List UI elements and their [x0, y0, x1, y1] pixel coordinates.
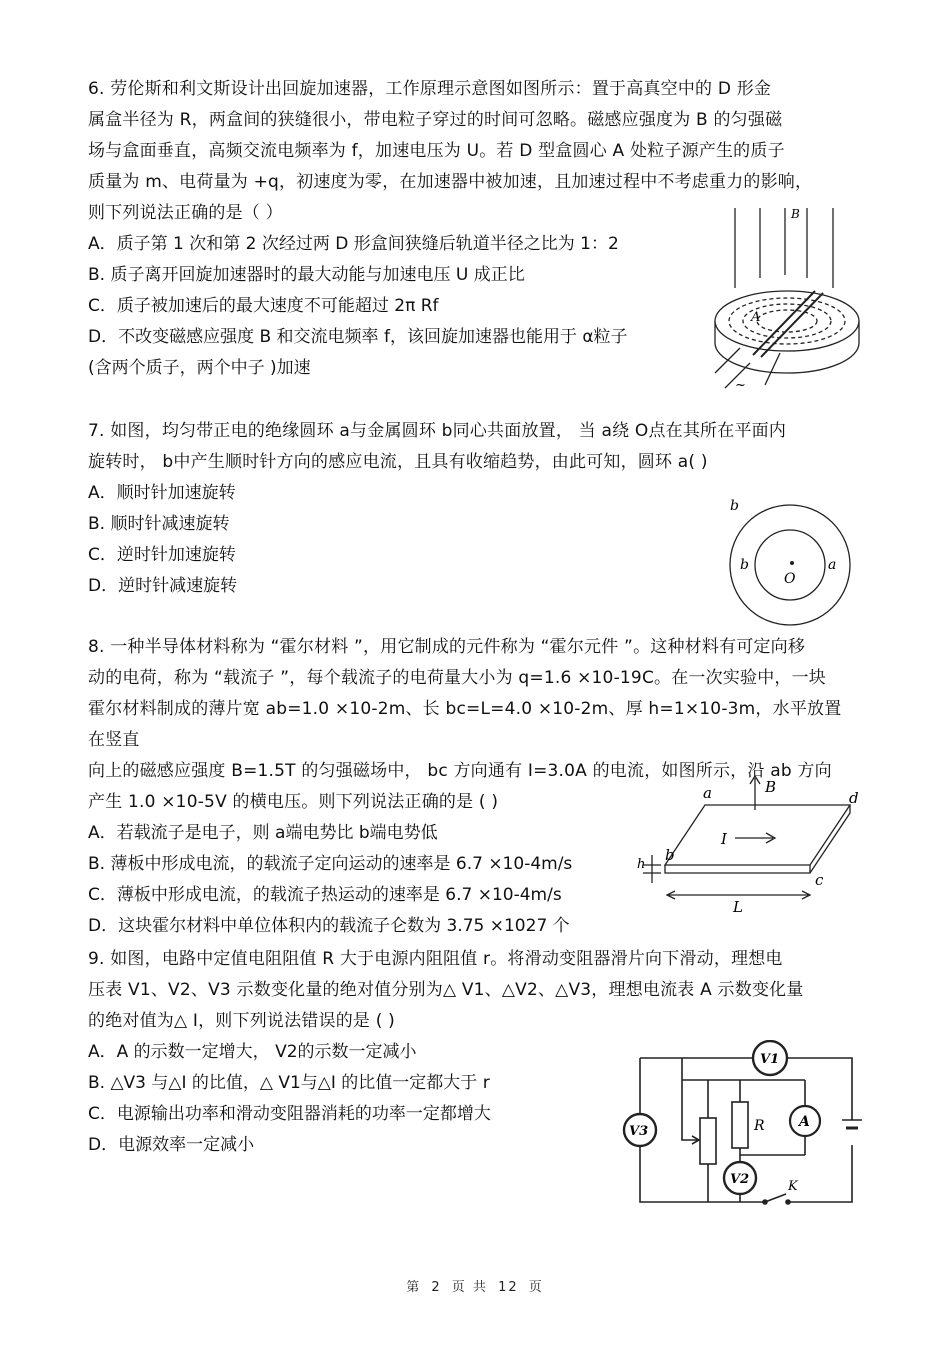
- q6-option-d: D．不改变磁感应强度 B 和交流电频率 f，该回旋加速器也能用于 α粒子: [88, 327, 628, 347]
- circuit-label-v3: V3: [629, 1124, 649, 1139]
- q8-stem-line: 8. 一种半导体材料称为 “霍尔材料 ”，用它制成的元件称为 “霍尔元件 ”。这种材料有可定向移: [88, 637, 806, 657]
- ring-label-a: a: [828, 557, 837, 573]
- q8-option-c: C．薄板中形成电流，的载流子热运动的速率是 6.7 ×10-4m/s: [88, 885, 562, 905]
- circuit-label-k: K: [788, 1179, 798, 1194]
- q6-stem-line: 质量为 m、电荷量为 +q，初速度为零，在加速器中被加速，且加速过程中不考虑重力的影响，: [88, 172, 813, 192]
- q8-stem-line: 动的电荷，称为 “载流子 ”，每个载流子的电荷量大小为 q=1.6 ×10-19C。在一次实验中，一块: [88, 668, 827, 688]
- q6-stem-line: 场与盒面垂直，高频交流电频率为 f，加速电压为 U。若 D 型盒圆心 A 处粒子源产生的质子: [88, 141, 785, 161]
- ring-label-b-top: b: [730, 498, 739, 514]
- q6-stem-line: 6. 劳伦斯和利文斯设计出回旋加速器，工作原理示意图如图所示：置于高真空中的 D 形金: [88, 79, 772, 99]
- q6-option-d-cont: (含两个质子，两个中子 )加速: [88, 358, 311, 378]
- q9-stem-line: 压表 V1、V2、V3 示数变化量的绝对值分别为△ V1、△V2、△V3，理想电流表 A 示数变化量: [88, 980, 804, 1000]
- q6-stem-line: 属盒半径为 R，两盒间的狭缝很小，带电粒子穿过的时间可忽略。磁感应强度为 B 的匀强磁: [88, 110, 783, 130]
- hall-label-h: h: [637, 857, 646, 872]
- q9-stem-line: 的绝对值为△ I，则下列说法错误的是 ( ): [88, 1011, 395, 1031]
- q7-option-c: C．逆时针加速旋转: [88, 545, 236, 565]
- circuit-label-v1: V1: [760, 1052, 780, 1067]
- cyclotron-label-b: B: [791, 207, 800, 221]
- page-footer: [0, 1276, 950, 1295]
- q9-option-a: A．A 的示数一定增大， V2的示数一定减小: [88, 1042, 417, 1062]
- hall-label-current: I: [721, 830, 727, 848]
- q8-option-a: A．若载流子是电子，则 a端电势比 b端电势低: [88, 823, 438, 843]
- footer-prefix: 第: [406, 1280, 422, 1295]
- q8-option-b: B. 薄板中形成电流，的载流子定向运动的速率是 6.7 ×10-4m/s: [88, 854, 573, 874]
- q6-option-b: B. 质子离开回旋加速器时的最大动能与加速电压 U 成正比: [88, 265, 525, 285]
- q7-option-a: A．顺时针加速旋转: [88, 483, 236, 503]
- footer-suffix: 页: [528, 1280, 544, 1295]
- circuit-figure: [620, 1040, 865, 1210]
- ring-label-o: O: [784, 571, 796, 587]
- q7-option-b: B. 顺时针减速旋转: [88, 514, 230, 534]
- q9-stem-line: 9. 如图，电路中定值电阻阻值 R 大于电源内阻阻值 r。将滑动变阻器滑片向下滑动，理想电: [88, 949, 783, 969]
- hall-label-a: a: [703, 784, 712, 802]
- cyclotron-figure: [695, 203, 870, 393]
- hall-label-b-field: B: [765, 778, 777, 796]
- ring-label-b-left: b: [740, 557, 749, 573]
- footer-total: 12: [498, 1280, 519, 1295]
- q8-stem-line: 向上的磁感应强度 B=1.5T 的匀强磁场中， bc 方向通有 I=3.0A 的电流，如图所示，沿 ab 方向: [88, 761, 832, 781]
- q9-option-d: D．电源效率一定减小: [88, 1135, 255, 1155]
- q6-option-c: C．质子被加速后的最大速度不可能超过 2π Rf: [88, 296, 439, 316]
- q9-option-c: C．电源输出功率和滑动变阻器消耗的功率一定都增大: [88, 1104, 491, 1124]
- cyclotron-label-ac: ~: [735, 378, 746, 393]
- q6-stem-line: 则下列说法正确的是（ ）: [88, 203, 283, 223]
- q6-option-a: A．质子第 1 次和第 2 次经过两 D 形盒间狭缝后轨道半径之比为 1：2: [88, 234, 619, 254]
- rings-figure: [718, 485, 868, 630]
- q8-option-d: D．这块霍尔材料中单位体积内的载流子仑数为 3.75 ×1027 个: [88, 916, 570, 936]
- hall-label-l: L: [733, 898, 743, 916]
- q7-stem-line: 7. 如图，均匀带正电的绝缘圆环 a与金属圆环 b同心共面放置， 当 a绕 O点在其所在平面内: [88, 421, 787, 441]
- circuit-label-a: A: [799, 1114, 810, 1130]
- footer-page-number: 2: [431, 1280, 442, 1295]
- hall-label-c: c: [815, 871, 824, 889]
- q7-stem-line: 旋转时， b中产生顺时针方向的感应电流，且具有收缩趋势，由此可知，圆环 a( ): [88, 452, 708, 472]
- q7-option-d: D．逆时针减速旋转: [88, 576, 238, 596]
- hall-label-b: b: [665, 846, 675, 864]
- hall-label-d: d: [849, 789, 859, 807]
- circuit-label-r: R: [754, 1118, 765, 1134]
- ring-center-dot: [790, 561, 794, 565]
- cyclotron-label-a: A: [751, 310, 761, 325]
- circuit-label-v2: V2: [730, 1172, 750, 1187]
- q8-stem-line: 霍尔材料制成的薄片宽 ab=1.0 ×10-2m、长 bc=L=4.0 ×10-2m、厚 h=1×10-3m，水平放置在竖直: [88, 699, 842, 750]
- footer-mid: 页 共: [451, 1280, 488, 1295]
- q9-option-b: B. △V3 与△I 的比值，△ V1与△I 的比值一定都大于 r: [88, 1073, 490, 1093]
- hall-element-figure: [635, 770, 865, 920]
- q8-stem-line: 产生 1.0 ×10-5V 的横电压。则下列说法正确的是 ( ): [88, 792, 499, 812]
